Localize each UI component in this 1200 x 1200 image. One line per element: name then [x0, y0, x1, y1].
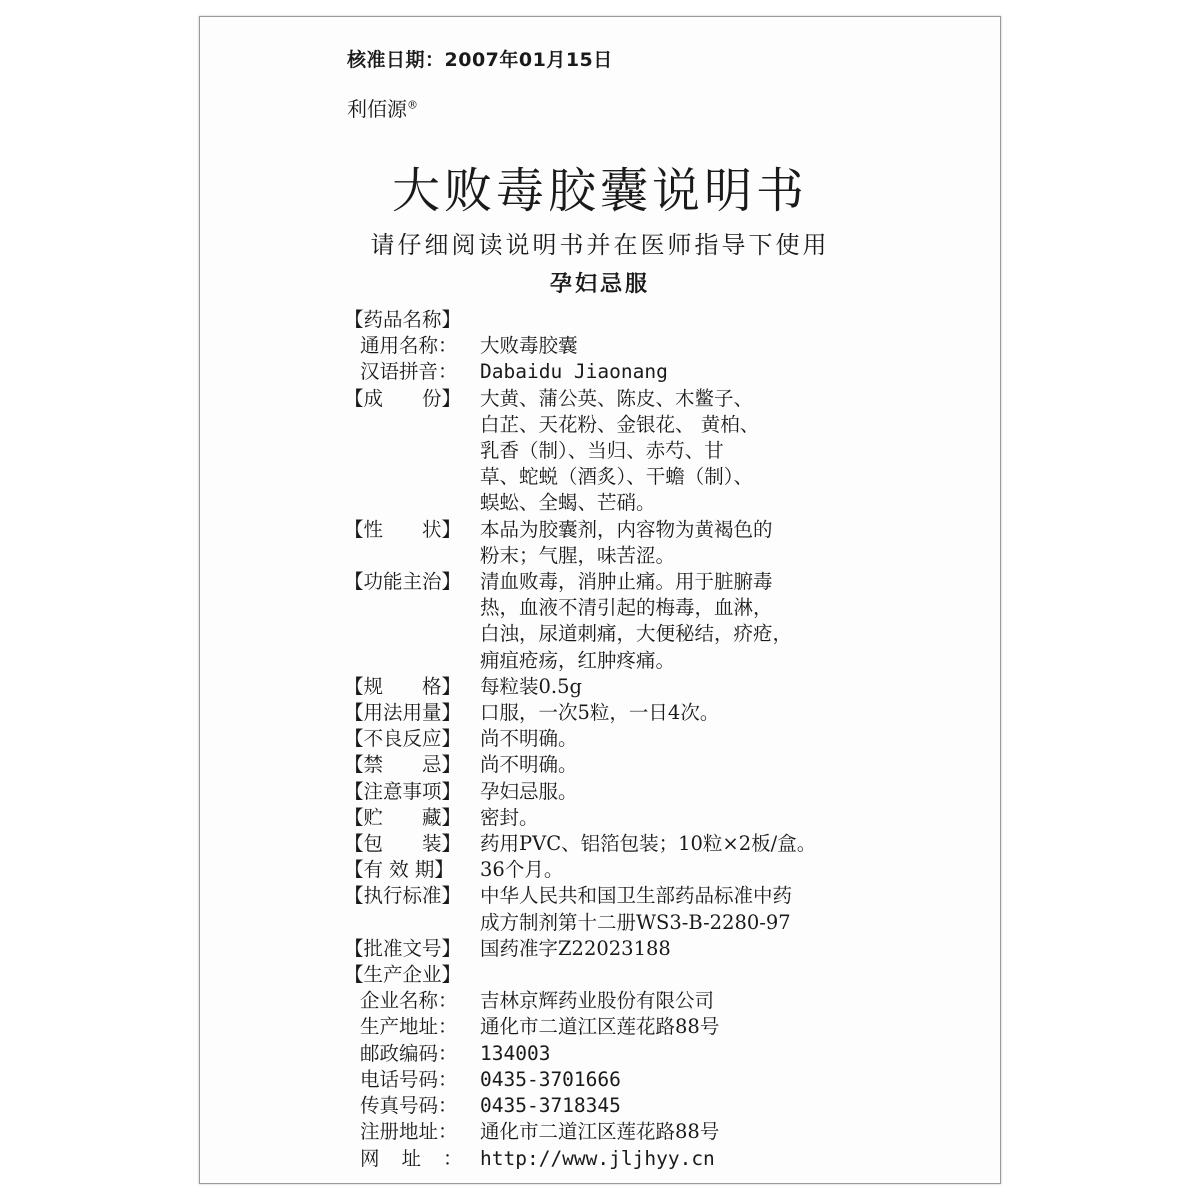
section-drug-name	[344, 307, 994, 333]
section-value: 中华人民共和国卫生部药品标准中药	[480, 884, 793, 908]
field-label: 企业名称：	[360, 989, 458, 1013]
continuation-line	[344, 910, 994, 936]
company-name: 吉林京辉药业股份有限公司	[480, 989, 715, 1013]
section-label: 【成 份】	[344, 386, 462, 410]
section-label: 【注意事项】	[344, 779, 462, 803]
pinyin-row	[344, 359, 994, 385]
section-value: 成方制剂第十二册WS3-B-2280-97	[480, 910, 791, 934]
section-manufacturer	[344, 962, 994, 988]
generic-name-value: 大败毒胶囊	[480, 334, 578, 358]
section-value: 草、蛇蜕（酒炙）、干蟾（制）、	[480, 465, 754, 489]
section-standard	[344, 883, 994, 909]
continuation-line	[344, 648, 994, 674]
leaflet-content	[344, 307, 994, 1172]
section-package	[344, 831, 994, 857]
section-value: 白浊，尿道刺痛，大便秘结，疥疮，	[480, 622, 793, 646]
leaflet-sheet	[199, 16, 1001, 1184]
section-value: 每粒装0.5g	[480, 674, 582, 698]
field-label: 注册地址：	[360, 1120, 458, 1144]
section-value: 口服，一次5粒，一日4次。	[480, 701, 720, 725]
production-address: 通化市二道江区莲花路88号	[480, 1015, 720, 1039]
postcode: 134003	[480, 1041, 551, 1065]
continuation-line	[344, 490, 994, 516]
field-label: 生产地址：	[360, 1015, 458, 1039]
section-label: 【药品名称】	[344, 308, 462, 331]
brand-name	[347, 93, 418, 122]
registered-mark: ®	[407, 98, 418, 112]
section-value: 粉末；气腥，味苦涩。	[480, 543, 676, 567]
approval-date: 核准日期：2007年01月15日	[347, 49, 613, 71]
section-value: 尚不明确。	[480, 753, 578, 777]
document-title: 大败毒胶囊说明书	[391, 163, 808, 219]
postcode-row	[344, 1041, 994, 1067]
field-label: 传真号码：	[360, 1094, 458, 1118]
section-label: 【包 装】	[344, 832, 462, 856]
section-label: 【性 状】	[344, 517, 462, 541]
continuation-line	[344, 543, 994, 569]
section-indications	[344, 569, 994, 595]
section-label: 【执行标准】	[344, 884, 462, 908]
usage-notice: 请仔细阅读说明书并在医师指导下使用	[370, 231, 830, 259]
section-adverse	[344, 726, 994, 752]
section-value: 国药准字Z22023188	[480, 936, 671, 960]
phone-row	[344, 1067, 994, 1093]
field-label: 网址：	[360, 1146, 485, 1170]
section-value: 白芷、天花粉、金银花、 黄柏、	[480, 412, 760, 436]
pregnancy-warning: 孕妇忌服	[549, 272, 650, 297]
section-label: 【批准文号】	[344, 936, 462, 960]
fax-row	[344, 1093, 994, 1119]
section-label: 【生产企业】	[344, 963, 462, 987]
section-appearance	[344, 517, 994, 543]
section-label: 【规 格】	[344, 674, 462, 698]
registered-address-row	[344, 1119, 994, 1145]
company-name-row	[344, 988, 994, 1014]
section-storage	[344, 805, 994, 831]
section-contraindications	[344, 752, 994, 778]
continuation-line	[344, 621, 994, 647]
section-value: 36个月。	[480, 858, 564, 882]
section-value: 本品为胶囊剂，内容物为黄褐色的	[480, 517, 773, 541]
pinyin-value: Dabaidu Jiaonang	[480, 360, 668, 384]
section-value: 大黄、蒲公英、陈皮、木鳖子、	[480, 386, 754, 410]
brand-text: 利佰源	[347, 97, 407, 121]
section-dosage	[344, 700, 994, 726]
generic-name-row	[344, 333, 994, 359]
section-approval-number	[344, 936, 994, 962]
continuation-line	[344, 595, 994, 621]
section-label: 【用法用量】	[344, 701, 462, 725]
section-value: 乳香（制）、当归、赤芍、甘	[480, 439, 724, 463]
section-value: 孕妇忌服。	[480, 779, 578, 803]
section-label: 【不良反应】	[344, 727, 462, 751]
continuation-line	[344, 438, 994, 464]
registered-address: 通化市二道江区莲花路88号	[480, 1120, 720, 1144]
section-label: 【有 效 期】	[344, 858, 454, 882]
section-precautions	[344, 779, 994, 805]
section-label: 【贮 藏】	[344, 805, 462, 829]
fax-number: 0435-3718345	[480, 1094, 621, 1118]
continuation-line	[344, 464, 994, 490]
section-value: 痈疽疮疡，红肿疼痛。	[480, 648, 676, 672]
production-address-row	[344, 1014, 994, 1040]
section-value: 尚不明确。	[480, 727, 578, 751]
section-ingredients	[344, 386, 994, 412]
field-label: 邮政编码：	[360, 1041, 458, 1065]
section-value: 清血败毒，消肿止痛。用于脏腑毒	[480, 570, 773, 594]
section-value: 蜈蚣、全蝎、芒硝。	[480, 491, 656, 515]
section-spec	[344, 674, 994, 700]
section-label: 【功能主治】	[344, 570, 462, 594]
section-validity	[344, 857, 994, 883]
website-link: http://www.jljhyy.cn	[480, 1146, 715, 1170]
phone-number: 0435-3701666	[480, 1067, 621, 1091]
section-label: 【禁 忌】	[344, 753, 462, 777]
section-value: 热，血液不清引起的梅毒，血淋，	[480, 596, 773, 620]
section-value: 密封。	[480, 805, 539, 829]
section-value: 药用PVC、铝箔包装；10粒×2板/盒。	[480, 832, 817, 856]
field-label: 电话号码：	[360, 1067, 458, 1091]
field-label: 通用名称：	[360, 334, 458, 358]
continuation-line	[344, 412, 994, 438]
field-label: 汉语拼音：	[360, 360, 458, 384]
website-row	[344, 1146, 994, 1172]
